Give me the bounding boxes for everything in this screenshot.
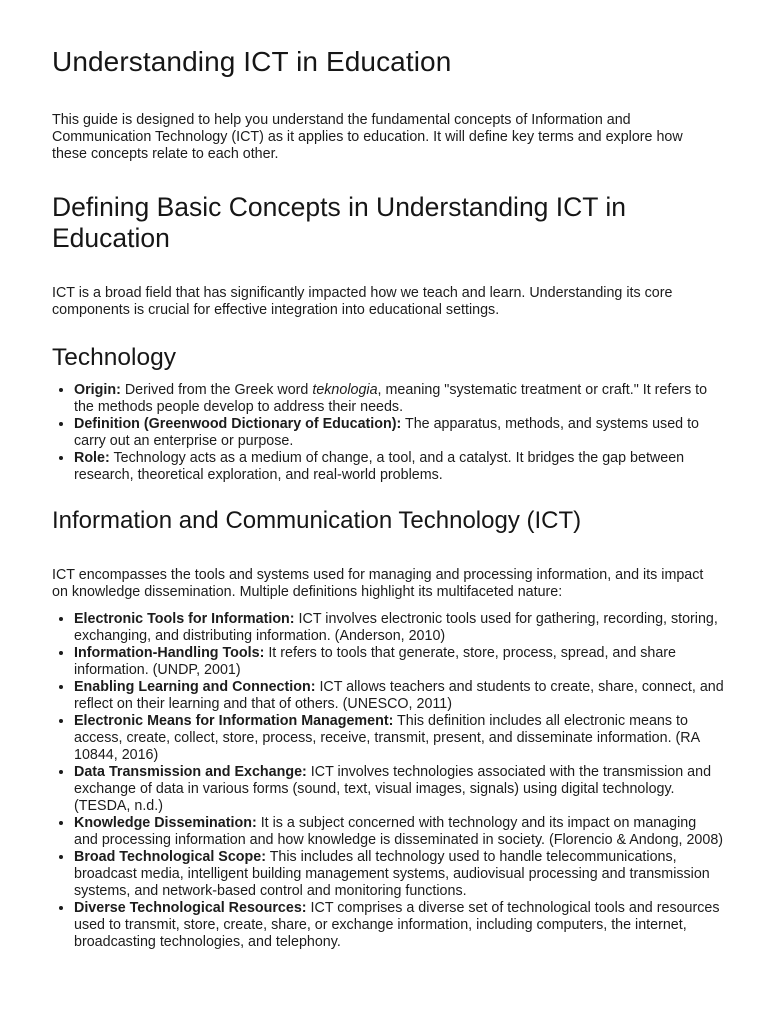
basic-concepts-paragraph: ICT is a broad field that has significantly impacted how we teach and learn. Understanding its core components is crucial for effective integration into educational settings. [52,285,673,318]
list-item-text: It is a subject concerned with technology and its impact on managing and processing information and how knowledge is disseminated in society. (Florencio & Andong, 2008) [74,815,724,848]
list-item-text: Technology acts as a medium of change, a tool, and a catalyst. It bridges the gap between research, theoretical exploration, and real-world problems. [74,450,685,483]
list-item [74,764,724,815]
list-item-term: Data Transmission and Exchange: [74,764,307,780]
list-item [74,645,724,679]
list-item-text: It refers to tools that generate, store, process, spread, and share information. (UNDP, 2001) [74,645,677,678]
list-item-term: Knowledge Dissemination: [74,815,257,831]
list-item-text: This includes all technology used to handle telecommunications, broadcast media, intelligent building management systems, audiovisual processing and transmission systems, and network-based control and monitoring functions. [74,849,710,899]
list-item-text: ICT involves technologies associated with the transmission and exchange of data in various forms (sound, text, visual images, signals) using digital technology. (TESDA, n.d.) [74,764,712,814]
list-item [74,849,724,900]
section-heading-ict: Information and Communication Technology (ICT) [52,507,582,534]
list-item-term: Diverse Technological Resources: [74,900,307,916]
list-item-text: The apparatus, methods, and systems used to carry out an enterprise or purpose. [74,416,700,449]
ict-paragraph: ICT encompasses the tools and systems used for managing and processing information, and its impact on knowledge dissemination. Multiple definitions highlight its multifaceted nature: [52,567,704,600]
section-heading-basic-concepts: Defining Basic Concepts in Understanding ICT in Education [52,192,626,253]
list-item [74,679,724,713]
list-item-term: Electronic Tools for Information: [74,611,295,627]
intro-paragraph: This guide is designed to help you understand the fundamental concepts of Information and Communication Technology (ICT) as it applies to education. It will define key terms and explore how these concepts relate to each other. [52,112,683,162]
list-item-term: Definition (Greenwood Dictionary of Education): [74,416,402,432]
list-item-text: ICT allows teachers and students to create, share, connect, and reflect on their learning and that of others. (UNESCO, 2011) [74,679,724,712]
list-item [74,416,724,450]
list-item-term: Origin: [74,382,121,398]
list-item-text: This definition includes all electronic means to access, create, collect, store, process, receive, transmit, present, and disseminate information. (RA 10844, 2016) [74,713,700,763]
list-item-term: Information-Handling Tools: [74,645,265,661]
list-item [74,382,724,416]
list-item [74,713,724,764]
document-title: Understanding ICT in Education [52,46,452,77]
section-heading-technology: Technology [52,344,176,371]
list-item [74,900,724,951]
list-item [74,611,724,645]
list-item [74,815,724,849]
list-item-term: Enabling Learning and Connection: [74,679,316,695]
list-item-term: Role: [74,450,110,466]
list-item-term: Electronic Means for Information Management: [74,713,394,729]
list-item-text: ICT involves electronic tools used for gathering, recording, storing, exchanging, and distributing information. (Anderson, 2010) [74,611,718,644]
ict-definitions-list [52,611,724,951]
technology-list [52,382,724,484]
list-item [74,450,724,484]
list-item-text: , meaning "systematic treatment or craft." It refers to the methods people develop to address their needs. [74,382,708,415]
list-item-text: Derived from the Greek word [120,382,313,398]
list-item-term: Broad Technological Scope: [74,849,266,865]
list-item-text: ICT comprises a diverse set of technological tools and resources used to transmit, store, create, share, or exchange information, including computers, the internet, broadcasting technologies, and telephony. [74,900,720,950]
list-item-italic-text: teknologia [312,382,378,398]
